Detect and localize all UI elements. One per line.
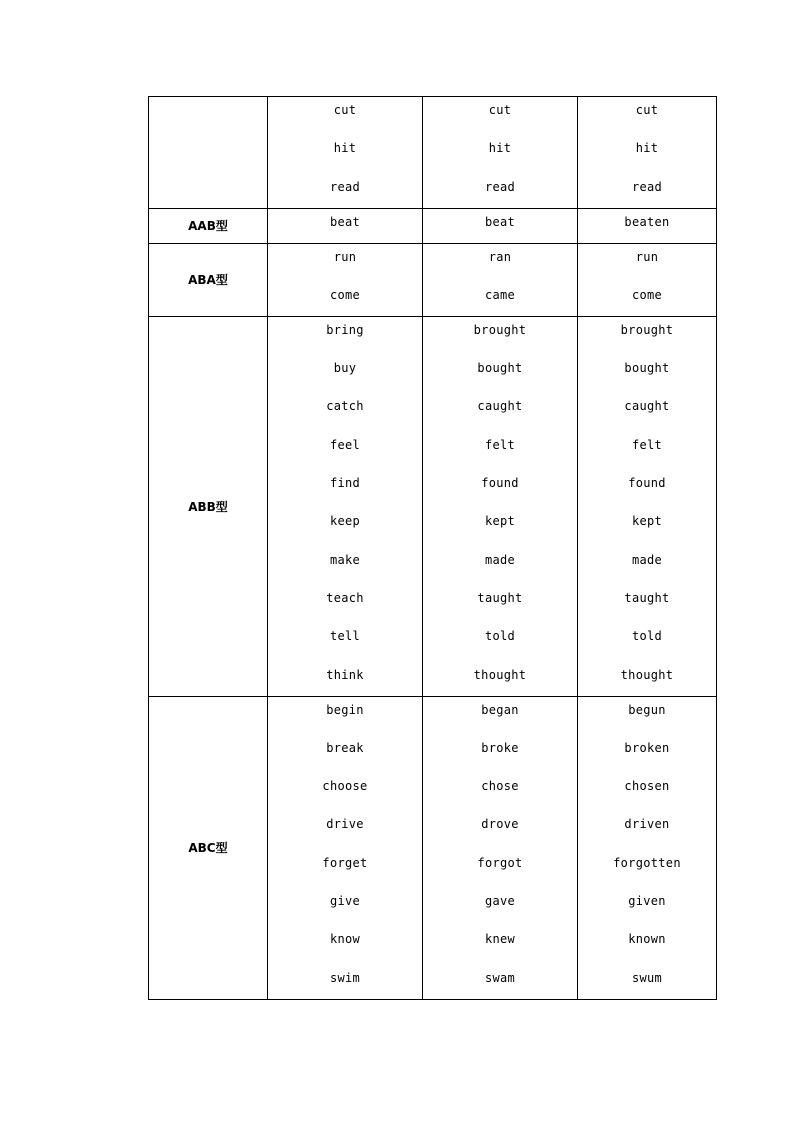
verb-form: chosen — [624, 779, 670, 794]
verb-form: catch — [326, 399, 364, 414]
table-row — [149, 243, 717, 316]
verb-form: cut — [333, 103, 357, 117]
verb-form: begin — [326, 702, 364, 717]
pattern-label: ABC型 — [149, 696, 268, 999]
verb-participle-cell — [578, 696, 717, 999]
verb-form: felt — [631, 437, 663, 452]
verb-form: knew — [484, 932, 516, 947]
verb-base-cell — [268, 97, 423, 209]
verb-past-cell — [423, 208, 578, 243]
word-list — [423, 97, 577, 208]
verb-form: know — [329, 932, 361, 947]
verb-form: given — [628, 894, 666, 909]
pattern-label: AAB型 — [149, 208, 268, 243]
verb-form: begun — [628, 702, 666, 717]
verb-past-cell — [423, 696, 578, 999]
verb-form: told — [631, 629, 663, 644]
verb-form: made — [484, 552, 516, 567]
verb-form: broke — [481, 740, 519, 755]
verb-base-cell — [268, 696, 423, 999]
verb-form: broken — [624, 740, 670, 755]
verb-form: swim — [329, 970, 361, 985]
verb-form: kept — [484, 514, 516, 529]
verb-form: hit — [333, 141, 357, 156]
verb-form: beat — [484, 214, 516, 229]
verb-base-cell — [268, 243, 423, 316]
verb-form: beat — [329, 214, 361, 229]
verb-form: run — [635, 249, 659, 264]
verb-form: cut — [488, 103, 512, 117]
verb-form: read — [329, 179, 361, 194]
verb-form: came — [484, 287, 516, 302]
verb-form: brought — [473, 322, 527, 337]
verb-participle-cell — [578, 97, 717, 209]
verb-form: read — [631, 179, 663, 194]
word-list — [268, 244, 422, 316]
verb-form: brought — [620, 322, 674, 337]
verb-form: forget — [322, 855, 368, 870]
verb-form: kept — [631, 514, 663, 529]
verb-form: bought — [477, 361, 523, 376]
word-list — [268, 209, 422, 243]
pattern-label: ABA型 — [149, 243, 268, 316]
word-list — [578, 317, 716, 696]
verb-form: swam — [484, 970, 516, 985]
word-list — [423, 209, 577, 243]
verb-form: cut — [635, 103, 659, 117]
verb-form: bought — [624, 361, 670, 376]
word-list — [578, 209, 716, 243]
verb-form: think — [326, 667, 364, 682]
table-row — [149, 316, 717, 696]
word-list — [268, 97, 422, 208]
pattern-label — [149, 97, 268, 209]
irregular-verb-table — [148, 96, 717, 1000]
verb-form: thought — [473, 667, 527, 682]
verb-form: give — [329, 894, 361, 909]
verb-form: chose — [481, 779, 519, 794]
verb-past-cell — [423, 316, 578, 696]
verb-form: come — [631, 287, 663, 302]
verb-past-cell — [423, 97, 578, 209]
word-list — [578, 97, 716, 208]
verb-form: swum — [631, 970, 663, 985]
verb-form: thought — [620, 667, 674, 682]
verb-form: choose — [322, 779, 368, 794]
verb-form: drive — [326, 817, 364, 832]
verb-form: beaten — [624, 214, 670, 229]
verb-form: began — [481, 702, 519, 717]
verb-form: ran — [488, 249, 512, 264]
verb-form: felt — [484, 437, 516, 452]
verb-form: feel — [329, 437, 361, 452]
verb-form: made — [631, 552, 663, 567]
verb-form: caught — [477, 399, 523, 414]
word-list — [423, 697, 577, 999]
word-list — [423, 317, 577, 696]
word-list — [268, 697, 422, 999]
pattern-label: ABB型 — [149, 316, 268, 696]
word-list — [268, 317, 422, 696]
verb-form: bring — [326, 322, 364, 337]
table-row — [149, 696, 717, 999]
verb-form: found — [628, 476, 666, 491]
verb-form: gave — [484, 894, 516, 909]
verb-participle-cell — [578, 208, 717, 243]
verb-form: forgot — [477, 855, 523, 870]
verb-form: break — [326, 740, 364, 755]
verb-form: hit — [635, 141, 659, 156]
verb-form: hit — [488, 141, 512, 156]
verb-form: driven — [624, 817, 670, 832]
word-list — [578, 244, 716, 316]
verb-form: tell — [329, 629, 361, 644]
verb-form: find — [329, 476, 361, 491]
verb-form: caught — [624, 399, 670, 414]
word-list — [578, 697, 716, 999]
verb-base-cell — [268, 316, 423, 696]
word-list — [423, 244, 577, 316]
verb-form: come — [329, 287, 361, 302]
table-row — [149, 208, 717, 243]
verb-participle-cell — [578, 243, 717, 316]
verb-form: run — [333, 249, 357, 264]
verb-form: drove — [481, 817, 519, 832]
verb-form: known — [628, 932, 666, 947]
verb-participle-cell — [578, 316, 717, 696]
verb-form: teach — [326, 590, 364, 605]
verb-form: buy — [333, 361, 357, 376]
verb-form: taught — [477, 590, 523, 605]
verb-form: read — [484, 179, 516, 194]
verb-base-cell — [268, 208, 423, 243]
verb-form: told — [484, 629, 516, 644]
verb-form: make — [329, 552, 361, 567]
verb-past-cell — [423, 243, 578, 316]
verb-form: taught — [624, 590, 670, 605]
table-row — [149, 97, 717, 209]
verb-form: found — [481, 476, 519, 491]
verb-form: forgotten — [613, 855, 681, 870]
verb-form: keep — [329, 514, 361, 529]
verb-table-body — [149, 97, 717, 1000]
